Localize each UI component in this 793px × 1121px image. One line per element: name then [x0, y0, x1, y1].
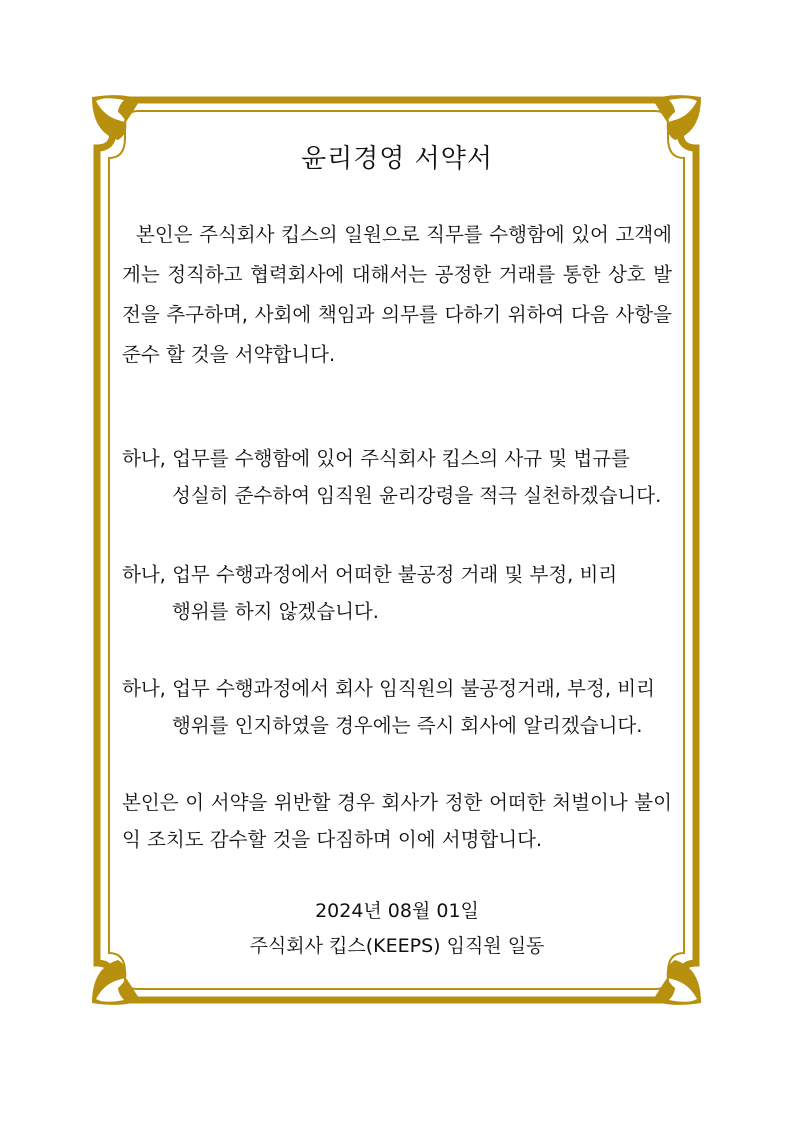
pledge-item-1-line-2: 성실히 준수하여 임직원 윤리강령을 적극 실천하겠습니다. — [172, 484, 662, 507]
document-title: 윤리경영 서약서 — [300, 144, 494, 174]
signer-line: 주식회사 킵스(KEEPS) 임직원 일동 — [249, 935, 545, 957]
pledge-item-2 — [122, 556, 672, 630]
pledge-item-3-line-2: 행위를 인지하였을 경우에는 즉시 회사에 알리겠습니다. — [172, 714, 643, 737]
document-date: 2024년 08월 01일 — [315, 900, 479, 922]
intro-paragraph: 본인은 주식회사 킵스의 일원으로 직무를 수행함에 있어 고객에게는 정직하고 협력회사에 대해서는 공정한 거래를 통한 상호 발전을 추구하며, 사회에 책임과 의무를 다하기 위하여 다음 사항을 준수 할 것을 서약합니다. — [122, 223, 672, 366]
pledge-item-2-line-2: 행위를 하지 않겠습니다. — [172, 600, 379, 623]
closing-paragraph: 본인은 이 서약을 위반할 경우 회사가 정한 어떠한 처벌이나 불이익 조치도 감수할 것을 다짐하며 이에 서명합니다. — [122, 791, 672, 851]
pledge-item-3-line-1: 하나, 업무 수행과정에서 회사 임직원의 불공정거래, 부정, 비리 — [122, 677, 655, 700]
pledge-item-3 — [122, 670, 672, 744]
pledge-item-2-line-1: 하나, 업무 수행과정에서 어떠한 불공정 거래 및 부정, 비리 — [122, 563, 618, 586]
pledge-item-1 — [122, 440, 672, 514]
pledge-item-1-line-1: 하나, 업무를 수행함에 있어 주식회사 킵스의 사규 및 법규를 — [122, 447, 630, 470]
